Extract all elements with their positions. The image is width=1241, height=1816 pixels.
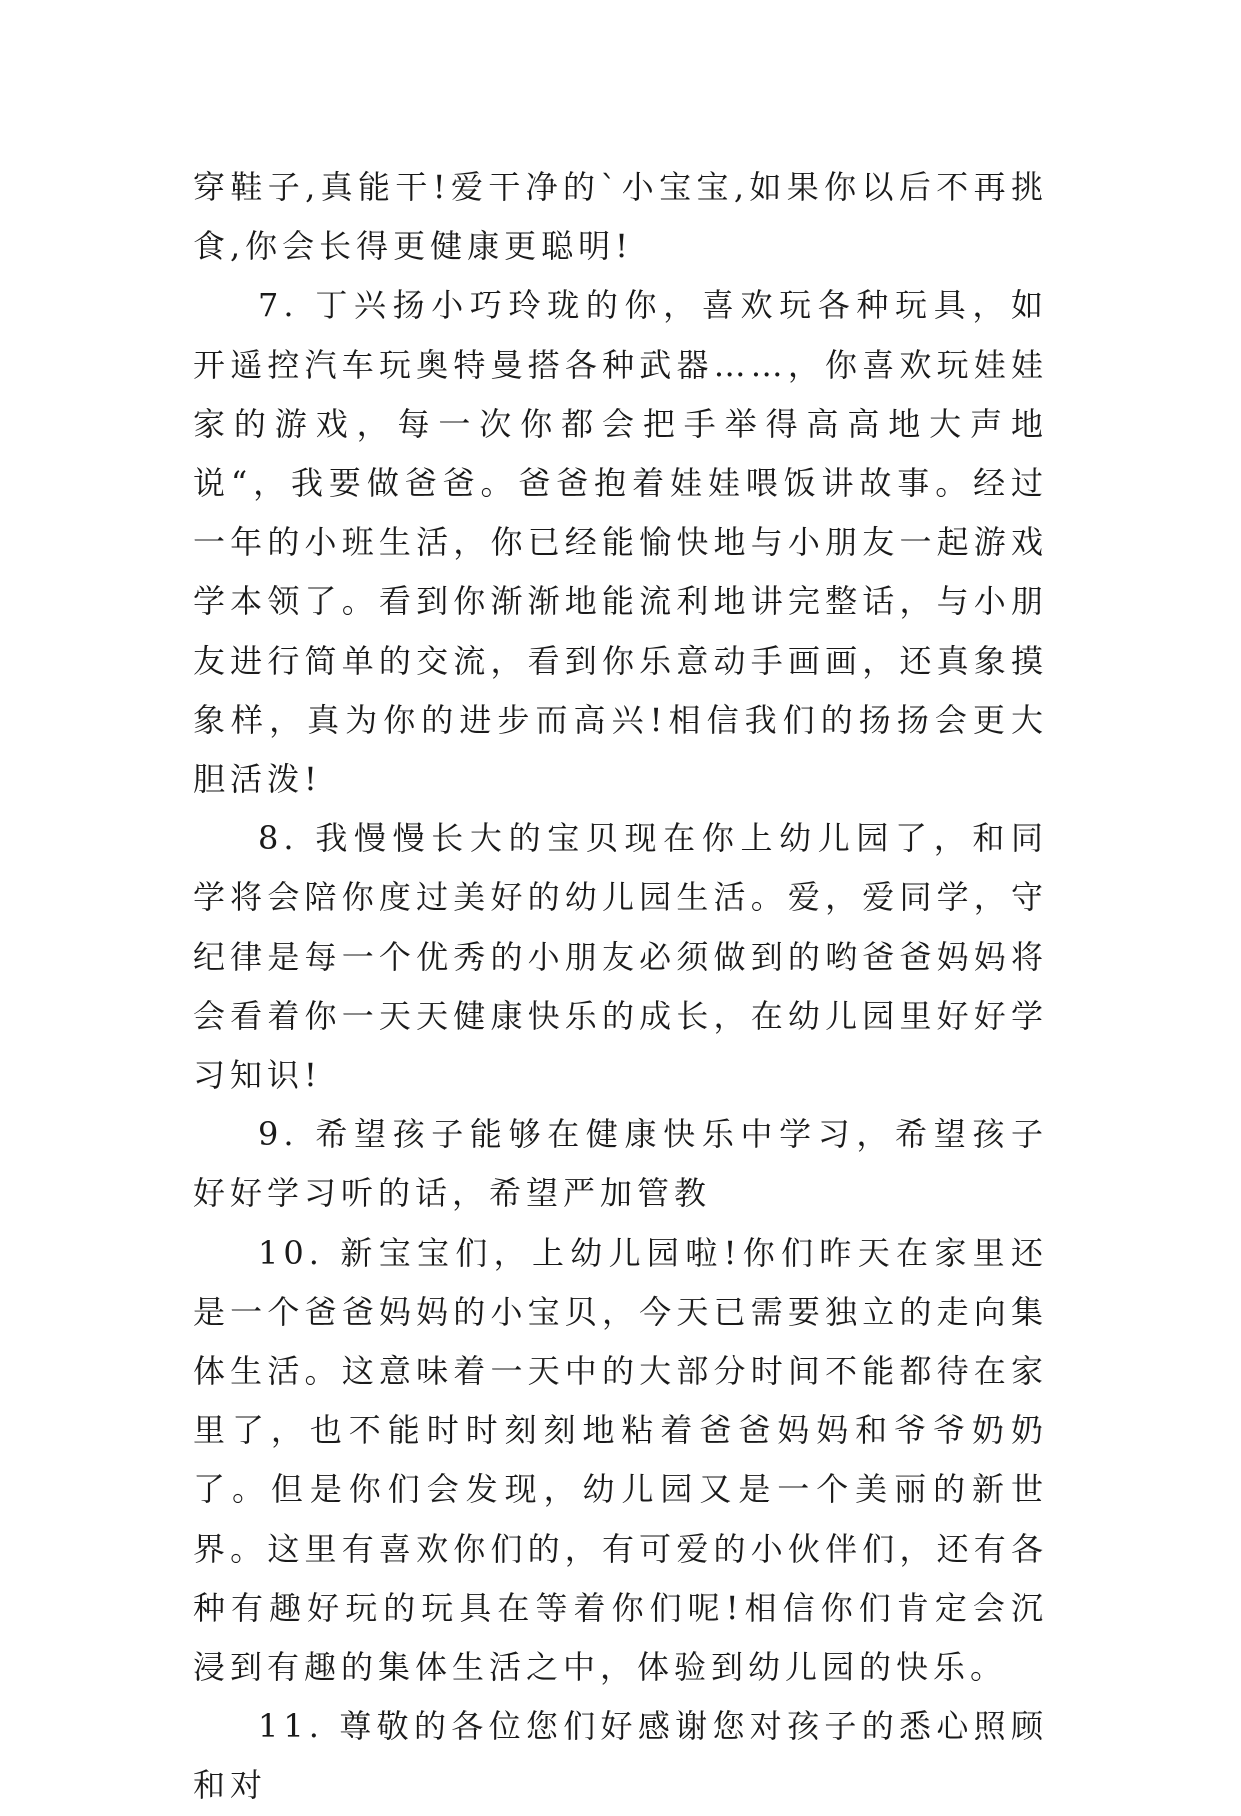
paragraph-continuation: 穿鞋子,真能干!爱干净的`小宝宝,如果你以后不再挑食,你会长得更健康更聪明!	[193, 168, 1048, 266]
paragraph-item-11: 11. 尊敬的各位您们好感谢您对孩子的悉心照顾和对	[193, 1707, 1048, 1805]
paragraph-item-8: 8. 我慢慢长大的宝贝现在你上幼儿园了，和同学将会陪你度过美好的幼儿园生活。爱，爱同学，守纪律是每一个优秀的小朋友必须做到的哟爸爸妈妈将会看着你一天天健康快乐的成长，在幼儿园里好好学习知识!	[193, 819, 1048, 1095]
paragraph-item-9: 9. 希望孩子能够在健康快乐中学习，希望孩子好好学习听的话，希望严加管教	[193, 1115, 1048, 1213]
document-page	[193, 158, 1048, 1816]
paragraph-item-10: 10. 新宝宝们，上幼儿园啦!你们昨天在家里还是一个爸爸妈妈的小宝贝，今天已需要独立的走向集体生活。这意味着一天中的大部分时间不能都待在家里了，也不能时时刻刻地粘着爸爸妈妈和爷爷奶奶了。但是你们会发现，幼儿园又是一个美丽的新世界。这里有喜欢你们的，有可爱的小伙伴们，还有各种有趣好玩的玩具在等着你们呢!相信你们肯定会沉浸到有趣的集体生活之中，体验到幼儿园的快乐。	[193, 1233, 1048, 1687]
paragraph-item-7: 7. 丁兴扬小巧玲珑的你，喜欢玩各种玩具，如开遥控汽车玩奥特曼搭各种武器……，你喜欢玩娃娃家的游戏，每一次你都会把手举得高高地大声地说“，我要做爸爸。爸爸抱着娃娃喂饭讲故事。经过一年的小班生活，你已经能愉快地与小朋友一起游戏学本领了。看到你渐渐地能流利地讲完整话，与小朋友进行简单的交流，看到你乐意动手画画，还真象摸象样，真为你的进步而高兴!相信我们的扬扬会更大胆活泼!	[193, 286, 1048, 799]
